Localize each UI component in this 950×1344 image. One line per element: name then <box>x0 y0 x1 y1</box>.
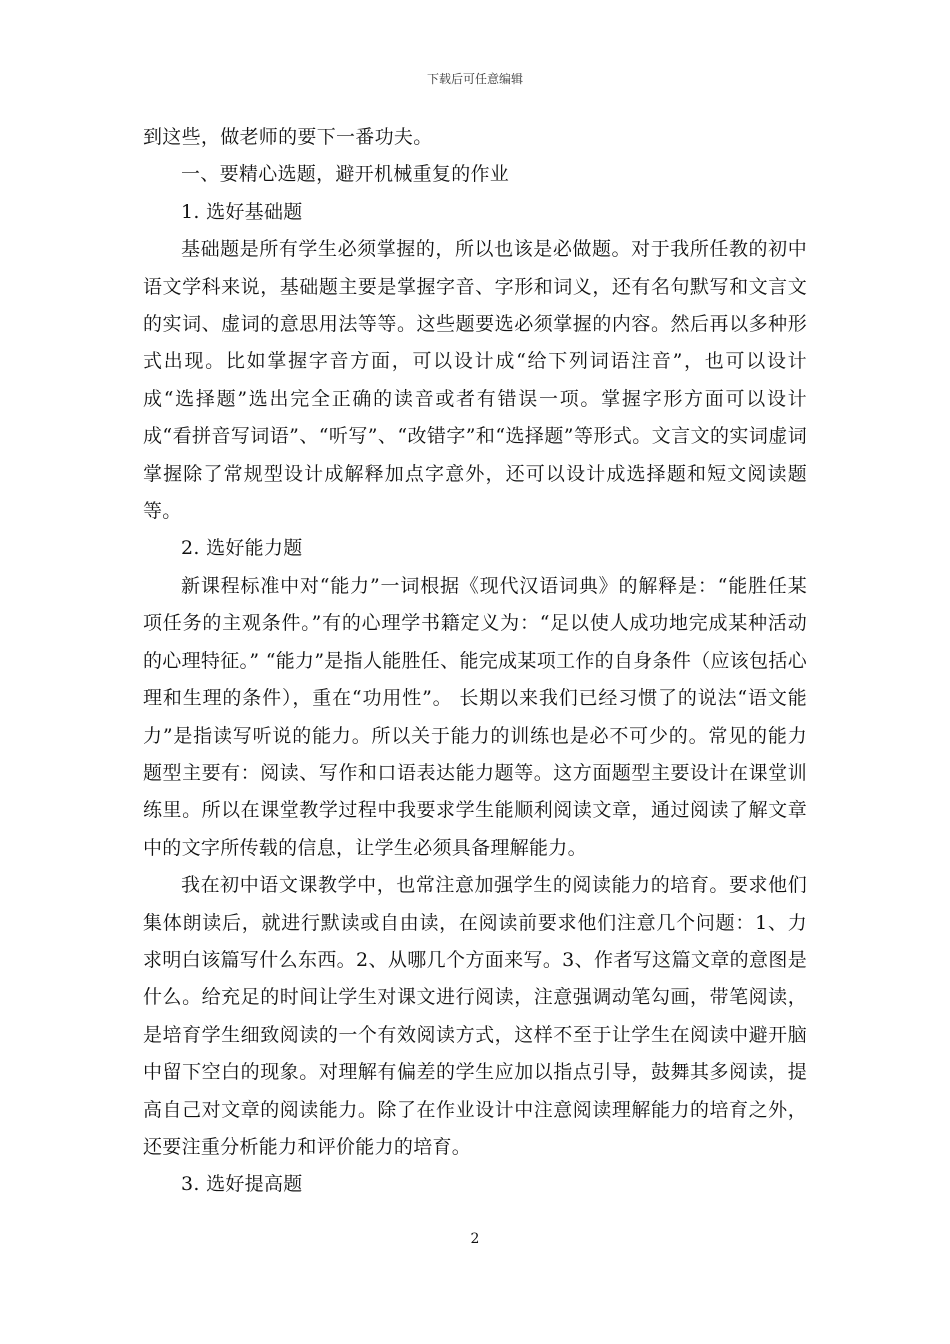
section-heading: 一、要精心选题，避开机械重复的作业 <box>181 163 510 186</box>
paragraph: 到这些，做老师的要下一番功夫。 <box>143 126 433 148</box>
subsection-heading: 2. 选好能力题 <box>181 537 303 560</box>
paragraph: 新课程标准中对“能力”一词根据《现代汉语词典》的解释是：“能胜任某项任务的主观条件。”有的心理学书籍定义为：“足以使人成功地完成某种活动的心理特征。” “能力”是指人能胜任、能完成某项工作的自身条件（应该包括心理和生理的条件），重在“功用性”。 长期以来我们已经习惯了的说法“语文能力”是指读写听说的能力。所以关于能力的训练也是必不可少的。常见的能力题型主要有：阅读、写作和口语表达能力题等。这方面题型主要设计在课堂训练里。所以在课堂教学过程中我要求学生能顺利阅读文章，通过阅读了解文章中的文字所传载的信息，让学生必须具备理解能力。 <box>143 574 807 859</box>
page-number: 2 <box>470 1231 480 1247</box>
paragraph: 基础题是所有学生必须掌握的，所以也该是必做题。对于我所任教的初中语文学科来说，基础题主要是掌握字音、字形和词义，还有名句默写和文言文的实词、虚词的意思用法等等。这些题要选必须掌握的内容。然后再以多种形式出现。比如掌握字音方面，可以设计成“给下列词语注音”，也可以设计成“选择题”选出完全正确的读音或者有错误一项。掌握字形方面可以设计成“看拼音写词语”、“听写”、“改错字”和“选择题”等形式。文言文的实词虚词掌握除了常规型设计成解释加点字意外，还可以设计成选择题和短文阅读题等。 <box>143 238 807 523</box>
paragraph: 我在初中语文课教学中，也常注意加强学生的阅读能力的培育。要求他们集体朗读后，就进行默读或自由读，在阅读前要求他们注意几个问题：1、力求明白该篇写什么东西。2、从哪几个方面来写。3、作者写这篇文章的意图是什么。给充足的时间让学生对课文进行阅读，注意强调动笔勾画，带笔阅读，是培育学生细致阅读的一个有效阅读方式，这样不至于让学生在阅读中避开脑中留下空白的现象。对理解有偏差的学生应加以指点引导，鼓舞其多阅读，提高自己对文章的阅读能力。除了在作业设计中注意阅读理解能力的培育之外，还要注重分析能力和评价能力的培育。 <box>143 874 807 1158</box>
document-body <box>143 119 807 1204</box>
page-header: 下载后可任意编辑 <box>426 72 523 86</box>
subsection-heading: 1. 选好基础题 <box>181 200 303 223</box>
subsection-heading: 3. 选好提高题 <box>181 1173 303 1196</box>
